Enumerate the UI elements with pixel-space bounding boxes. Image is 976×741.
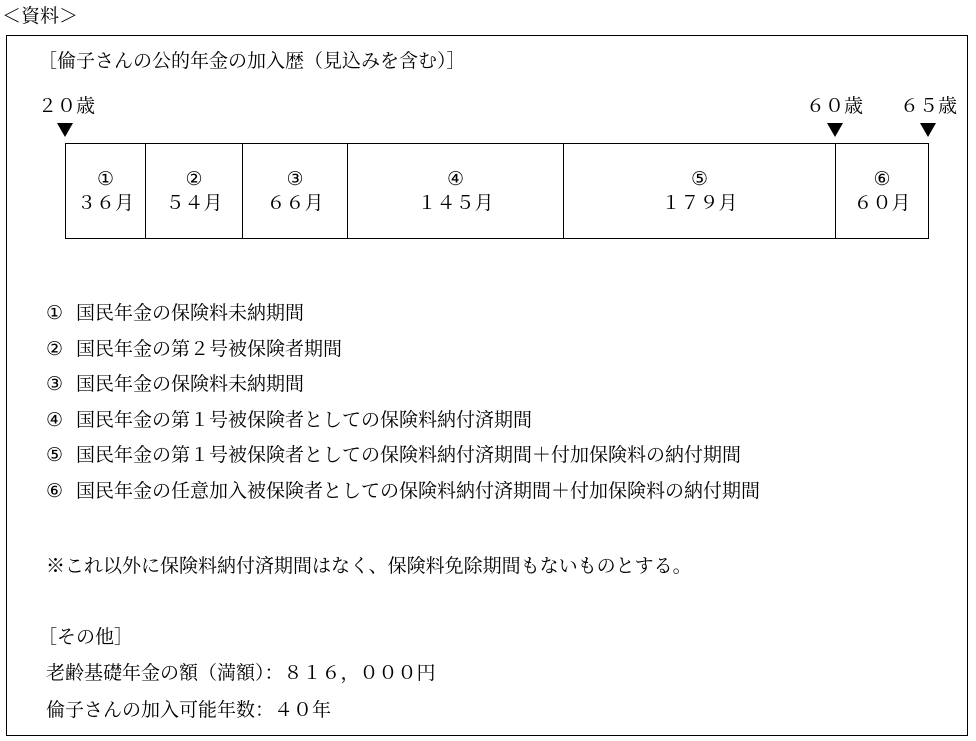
document-heading: ＜資料＞ xyxy=(2,5,79,27)
timeline-segment-1 xyxy=(66,144,146,238)
age-label-65: ６５歳 xyxy=(900,95,958,117)
full-pension-amount: 老齢基礎年金の額（満額）：８１６，０００円 xyxy=(46,662,436,684)
legend-item xyxy=(46,336,760,372)
timeline-segment-3 xyxy=(243,144,348,238)
legend-number: ④ xyxy=(46,408,64,431)
segment-months: ６６月 xyxy=(266,192,324,214)
legend-text: 国民年金の保険料未納期間 xyxy=(76,373,305,396)
legend-text: 国民年金の第２号被保険者期間 xyxy=(76,337,343,360)
segment-months: １４５月 xyxy=(417,192,494,214)
legend-text: 国民年金の任意加入被保険者としての保険料納付済期間＋付加保険料の納付期間 xyxy=(76,479,761,502)
segment-months: ５４月 xyxy=(165,192,223,214)
marker-20-icon xyxy=(57,123,73,137)
timeline-segment-2 xyxy=(146,144,243,238)
segment-months: ６０月 xyxy=(853,192,911,214)
enrollable-years: 倫子さんの加入可能年数：４０年 xyxy=(46,699,332,721)
enrollment-timeline xyxy=(65,143,929,239)
age-label-20: ２０歳 xyxy=(38,95,96,117)
legend-text: 国民年金の保険料未納期間 xyxy=(76,302,305,324)
marker-60-icon xyxy=(827,123,843,137)
segment-months: ３６月 xyxy=(76,192,134,214)
legend-text: 国民年金の第１号被保険者としての保険料納付済期間＋付加保険料の納付期間 xyxy=(76,444,742,467)
timeline-segment-6 xyxy=(836,144,928,238)
legend-item xyxy=(46,371,760,407)
legend-number: ⑥ xyxy=(46,479,64,502)
legend-text: 国民年金の第１号被保険者としての保険料納付済期間 xyxy=(76,408,533,431)
legend-item xyxy=(46,407,760,443)
legend-number: ② xyxy=(46,337,64,360)
legend-item xyxy=(46,478,760,514)
section-title: ［倫子さんの公的年金の加入歴（見込みを含む）］ xyxy=(38,50,466,72)
legend-item xyxy=(46,442,760,478)
note-text: ※これ以外に保険料納付済期間はなく、保険料免除期間もないものとする。 xyxy=(46,555,692,577)
segment-number: ⑤ xyxy=(690,168,709,190)
timeline-segment-4 xyxy=(348,144,564,238)
segment-number: ⑥ xyxy=(873,168,891,190)
legend-item xyxy=(46,300,760,336)
legend-number: ⑤ xyxy=(46,444,64,467)
legend-list xyxy=(46,300,760,514)
legend-number: ③ xyxy=(46,373,64,396)
timeline-segment-5 xyxy=(564,144,836,238)
age-label-60: ６０歳 xyxy=(806,95,864,117)
segment-number: ① xyxy=(96,168,115,190)
segment-number: ④ xyxy=(446,168,465,190)
segment-number: ③ xyxy=(286,168,304,190)
segment-months: １７９月 xyxy=(661,192,738,214)
segment-number: ② xyxy=(185,168,203,190)
legend-number: ① xyxy=(46,302,64,324)
other-section-title: ［その他］ xyxy=(38,626,134,648)
marker-65-icon xyxy=(920,123,936,137)
